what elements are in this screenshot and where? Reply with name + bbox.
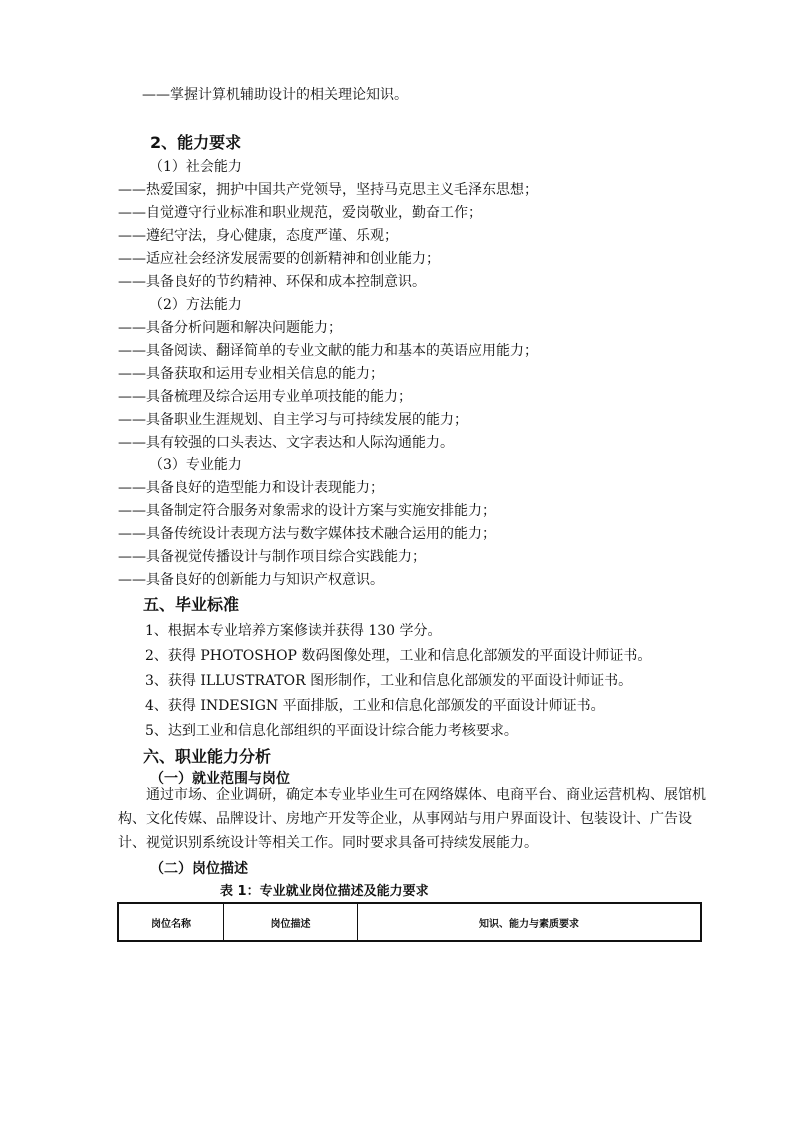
list-item: ——具备良好的节约精神、环保和成本控制意识。 xyxy=(118,274,426,290)
list-item: ——具备良好的造型能力和设计表现能力； xyxy=(118,480,384,496)
post-heading: （二）岗位描述 xyxy=(150,861,248,877)
list-item: 4、获得 INDESIGN 平面排版，工业和信息化部颁发的平面设计师证书。 xyxy=(145,698,605,714)
list-item: ——具备传统设计表现方法与数字媒体技术融合运用的能力； xyxy=(118,526,496,542)
knowledge-item: ——掌握计算机辅助设计的相关理论知识。 xyxy=(142,87,408,103)
table-header-cell: 知识、能力与素质要求 xyxy=(358,903,702,941)
list-item: ——具备职业生涯规划、自主学习与可持续发展的能力； xyxy=(118,412,468,428)
list-item: ——热爱国家，拥护中国共产党领导，坚持马克思主义毛泽东思想； xyxy=(118,182,538,198)
professional-ability-title: （3）专业能力 xyxy=(149,457,242,473)
list-item: ——遵纪守法，身心健康，态度严谨、乐观； xyxy=(118,228,398,244)
list-item: ——具备梳理及综合运用专业单项技能的能力； xyxy=(118,389,412,405)
table-header-cell: 岗位描述 xyxy=(224,903,358,941)
list-item: ——具备制定符合服务对象需求的设计方案与实施安排能力； xyxy=(118,503,496,519)
list-item: 5、达到工业和信息化部组织的平面设计综合能力考核要求。 xyxy=(145,723,518,739)
table-caption: 表 1：专业就业岗位描述及能力要求 xyxy=(220,884,429,899)
list-item: 3、获得 ILLUSTRATOR 图形制作，工业和信息化部颁发的平面设计师证书。 xyxy=(145,673,633,689)
scope-paragraph: 通过市场、企业调研，确定本专业毕业生可在网络媒体、电商平台、商业运营机构、展馆机构、文化传媒、品牌设计、房地产开发等企业，从事网站与用户界面设计、包装设计、广告设计、视觉识别系统设计等相关工作。同时要求具备可持续发展能力。 xyxy=(118,787,706,851)
career-heading: 六、职业能力分析 xyxy=(143,747,272,766)
list-item: ——具备获取和运用专业相关信息的能力； xyxy=(118,366,384,382)
ability-heading: 2、能力要求 xyxy=(150,133,242,152)
table-header-row xyxy=(118,903,701,941)
list-item: ——具有较强的口头表达、文字表达和人际沟通能力。 xyxy=(118,435,454,451)
method-ability-title: （2）方法能力 xyxy=(149,297,242,313)
list-item: ——具备阅读、翻译简单的专业文献的能力和基本的英语应用能力； xyxy=(118,343,538,359)
table-header-cell: 岗位名称 xyxy=(118,903,224,941)
job-table xyxy=(117,902,702,942)
list-item: ——具备视觉传播设计与制作项目综合实践能力； xyxy=(118,549,426,565)
list-item: ——自觉遵守行业标准和职业规范，爱岗敬业，勤奋工作； xyxy=(118,205,482,221)
list-item: ——具备良好的创新能力与知识产权意识。 xyxy=(118,572,384,588)
list-item: 1、根据本专业培养方案修读并获得 130 学分。 xyxy=(145,623,442,639)
list-item: ——适应社会经济发展需要的创新精神和创业能力； xyxy=(118,251,440,267)
social-ability-title: （1）社会能力 xyxy=(149,159,242,175)
scope-heading: （一）就业范围与岗位 xyxy=(150,771,290,787)
list-item: 2、获得 PHOTOSHOP 数码图像处理，工业和信息化部颁发的平面设计师证书。 xyxy=(145,648,652,664)
graduation-heading: 五、毕业标准 xyxy=(143,595,240,614)
list-item: ——具备分析问题和解决问题能力； xyxy=(118,320,342,336)
